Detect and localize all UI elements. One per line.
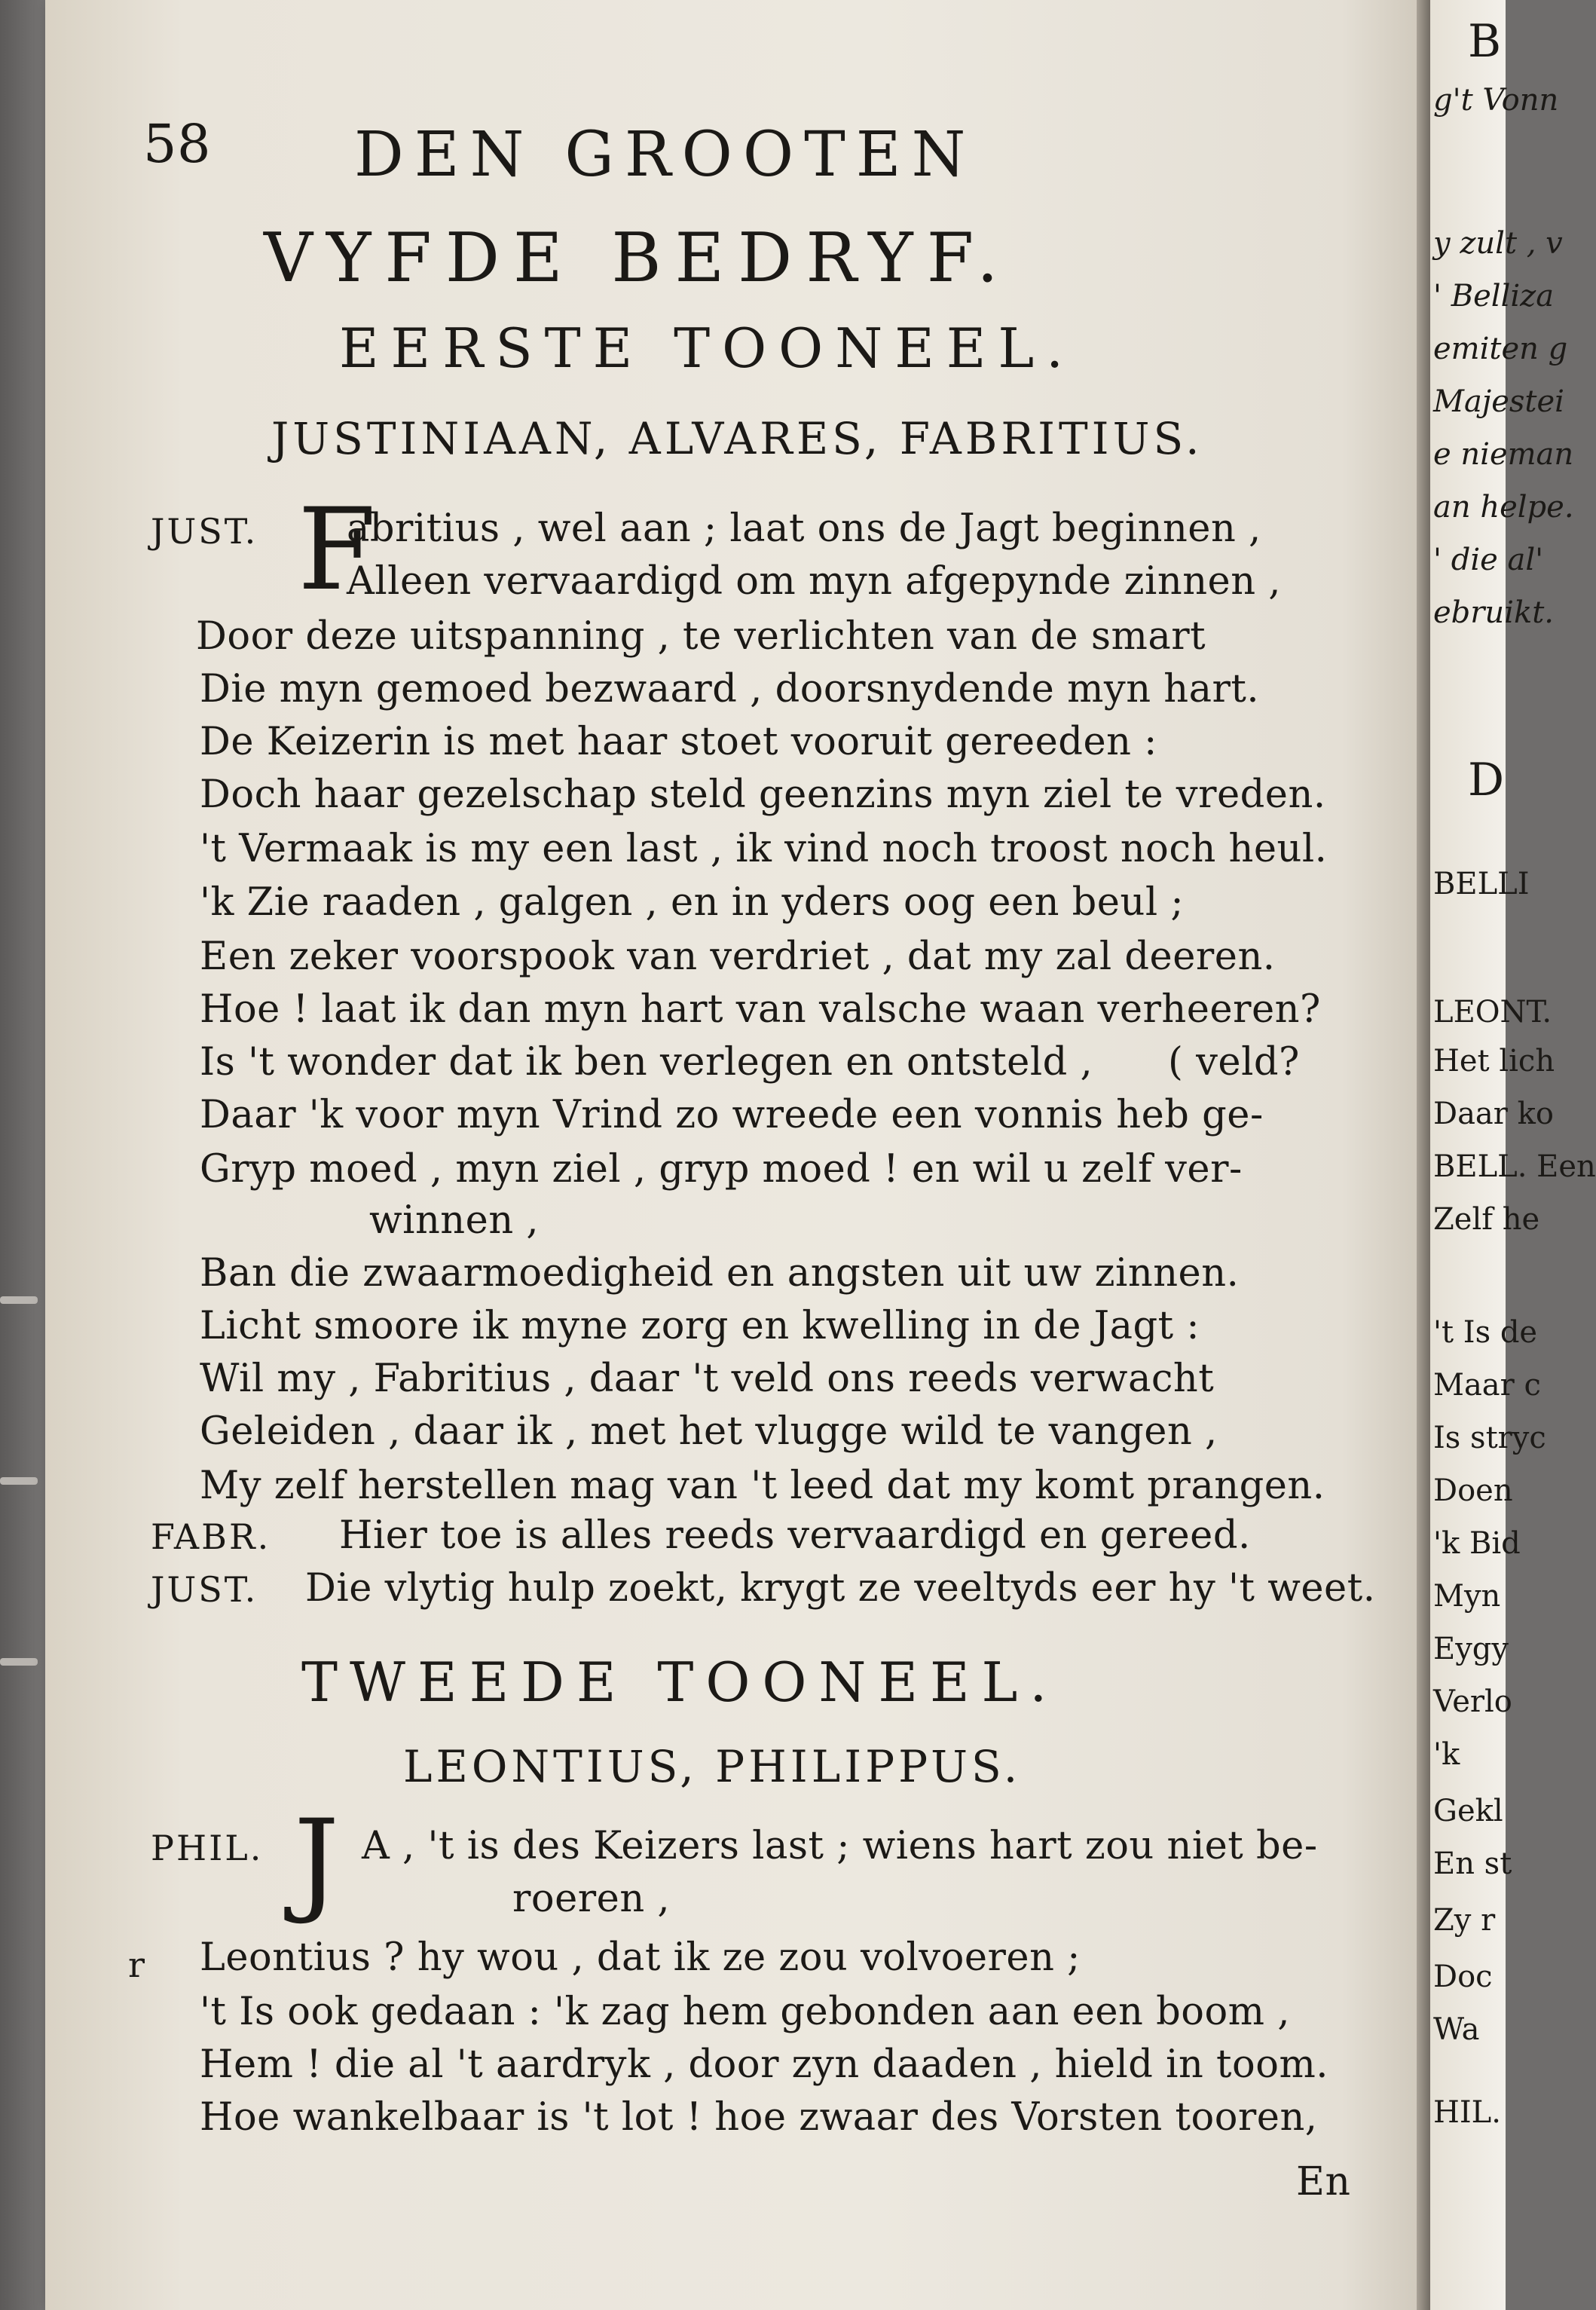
- speaker-fabr: FABR.: [151, 1516, 271, 1557]
- adjacent-page-text: Wa: [1433, 2012, 1480, 2047]
- adjacent-page-text: ebruikt.: [1433, 595, 1554, 630]
- adjacent-page-text: Doc: [1433, 1960, 1493, 1994]
- margin-mark: r: [128, 1944, 145, 1985]
- verse-line: Door deze uitspanning , te verlichten van de smart: [196, 614, 1206, 659]
- adjacent-page-text: Maar c: [1433, 1368, 1541, 1403]
- adjacent-page-text: En st: [1433, 1846, 1512, 1881]
- scene1-title: EERSTE TOONEEL.: [339, 317, 1076, 380]
- adjacent-page-text: BELL. Een: [1433, 1149, 1596, 1184]
- page-number: 58: [143, 113, 212, 175]
- adjacent-page-text: Gekl: [1433, 1794, 1503, 1828]
- verse-line: Doch haar gezelschap steld geenzins myn ziel te vreden.: [200, 773, 1326, 817]
- adjacent-page-text: Zelf he: [1433, 1202, 1540, 1237]
- cloth-stitch: [0, 1296, 38, 1304]
- verse-line: roeren ,: [512, 1877, 671, 1921]
- verse-line: Die myn gemoed bezwaard , doorsnydende myn hart.: [200, 667, 1260, 711]
- adjacent-page-text: ' die al': [1433, 543, 1544, 577]
- adjacent-page-text: Majestei: [1433, 384, 1564, 419]
- adjacent-page-text: D: [1468, 754, 1505, 806]
- book-gutter: [1417, 0, 1432, 2310]
- adjacent-page-text: 't Is de: [1433, 1315, 1538, 1350]
- scene2-title: TWEEDE TOONEEL.: [301, 1651, 1059, 1714]
- adjacent-page-text: g't Vonn: [1433, 83, 1559, 118]
- adjacent-page-text: LEONT.: [1433, 995, 1552, 1030]
- adjacent-page-text: Doen: [1433, 1473, 1513, 1508]
- verse-line: Alleen vervaardigd om myn afgepynde zinnen ,: [347, 559, 1281, 604]
- act-title: VYFDE BEDRYF.: [264, 219, 1012, 298]
- verse-line: Is 't wonder dat ik ben verlegen en ontsteld ,: [200, 1040, 1093, 1085]
- adjacent-page-text: emiten g: [1433, 332, 1568, 366]
- speaker-just: JUST.: [151, 511, 258, 552]
- verse-line: Hier toe is alles reeds vervaardigd en gereed.: [339, 1513, 1251, 1558]
- verse-line: Hem ! die al 't aardryk , door zyn daaden , hield in toom.: [200, 2042, 1329, 2087]
- adjacent-page: [1430, 0, 1596, 2310]
- verse-line: Ban die zwaarmoedigheid en angsten uit uw zinnen.: [200, 1251, 1240, 1296]
- adjacent-page-text: 'k: [1433, 1737, 1460, 1772]
- verse-line: Die vlytig hulp zoekt, krygt ze veeltyds eer hy 't weet.: [305, 1566, 1376, 1611]
- adjacent-page-text: e nieman: [1433, 437, 1574, 472]
- verse-line: winnen ,: [369, 1198, 540, 1243]
- drop-cap-j: J: [294, 1796, 340, 1927]
- verse-line: Leontius ? hy wou , dat ik ze zou volvoeren ;: [200, 1935, 1081, 1980]
- cloth-stitch: [0, 1477, 38, 1485]
- verse-line: 't Is ook gedaan : 'k zag hem gebonden aan een boom ,: [200, 1990, 1290, 2034]
- adjacent-page-text: an helpe.: [1433, 490, 1574, 525]
- adjacent-page-text: Zy r: [1433, 1903, 1496, 1938]
- adjacent-page-text: Eygy: [1433, 1632, 1509, 1666]
- speaker-phil: PHIL.: [151, 1828, 264, 1868]
- verse-line: A , 't is des Keizers last ; wiens hart zou niet be-: [362, 1824, 1318, 1868]
- verse-line: Gryp moed , myn ziel , gryp moed ! en wil u zelf ver-: [200, 1147, 1243, 1192]
- scene1-cast: JUSTINIAAN, ALVARES, FABRITIUS.: [271, 413, 1203, 464]
- adjacent-page-text: HIL.: [1433, 2095, 1501, 2130]
- catchword: En: [1296, 2159, 1351, 2204]
- adjacent-page-text: Myn: [1433, 1579, 1501, 1614]
- verse-line: Daar 'k voor myn Vrind zo wreede een vonnis heb ge-: [200, 1093, 1264, 1137]
- running-header-title: DEN GROOTEN: [354, 119, 977, 191]
- adjacent-page-text: B: [1468, 15, 1502, 68]
- verse-line: 'k Zie raaden , galgen , en in yders oog een beul ;: [200, 880, 1185, 925]
- drop-cap-f: F: [298, 485, 377, 616]
- scene2-cast: LEONTIUS, PHILIPPUS.: [403, 1741, 1022, 1792]
- verse-line: De Keizerin is met haar stoet vooruit gereeden :: [200, 720, 1157, 764]
- verse-line: 't Vermaak is my een last , ik vind noch troost noch heul.: [200, 827, 1328, 871]
- adjacent-page-text: BELLI: [1433, 867, 1530, 901]
- verse-line: Hoe ! laat ik dan myn hart van valsche waan verheeren?: [200, 987, 1321, 1032]
- verse-line: Geleiden , daar ik , met het vlugge wild te vangen ,: [200, 1409, 1218, 1454]
- adjacent-page-text: Daar ko: [1433, 1097, 1554, 1131]
- adjacent-page-text: Verlo: [1433, 1684, 1512, 1719]
- adjacent-page-text: Is stryc: [1433, 1421, 1546, 1455]
- adjacent-page-text: 'k Bid: [1433, 1526, 1521, 1561]
- verse-line: abritius , wel aan ; laat ons de Jagt beginnen ,: [347, 506, 1261, 551]
- verse-line: Wil my , Fabritius , daar 't veld ons reeds verwacht: [200, 1357, 1215, 1401]
- turnover-fragment: ( veld?: [1168, 1040, 1300, 1085]
- verse-line: Hoe wankelbaar is 't lot ! hoe zwaar des Vorsten tooren,: [200, 2095, 1318, 2140]
- book-page: [45, 0, 1424, 2310]
- adjacent-page-text: Het lich: [1433, 1044, 1555, 1079]
- verse-line: Licht smoore ik myne zorg en kwelling in de Jagt :: [200, 1304, 1200, 1348]
- verse-line: Een zeker voorspook van verdriet , dat my zal deeren.: [200, 935, 1276, 979]
- cloth-stitch: [0, 1658, 38, 1666]
- verse-line: My zelf herstellen mag van 't leed dat my komt prangen.: [200, 1464, 1325, 1508]
- adjacent-page-text: y zult , v: [1433, 226, 1563, 261]
- speaker-just: JUST.: [151, 1569, 258, 1610]
- adjacent-page-text: ' Belliza: [1433, 279, 1555, 314]
